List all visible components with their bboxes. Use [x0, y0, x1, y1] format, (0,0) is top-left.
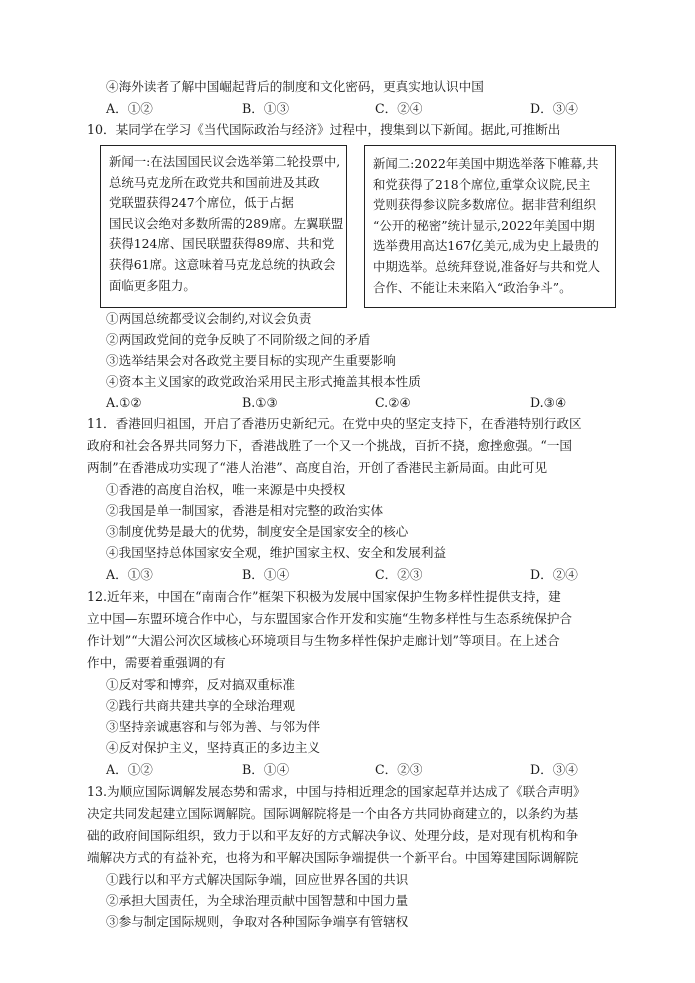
- q13-item-2: ②承担大国责任，为全球治理贡献中国智慧和中国力量: [106, 893, 409, 908]
- q13-item-3: ③参与制定国际规则，争取对各种国际争端享有管辖权: [106, 914, 409, 929]
- q11-item-1: ①香港的高度自治权，唯一来源是中央授权: [106, 482, 346, 497]
- q10-item-2: ②两国政党间的竞争反映了不同阶级之间的矛盾: [106, 332, 371, 347]
- q12-item-1: ①反对零和博弈，反对搞双重标准: [106, 677, 295, 692]
- news1-line: 面临更多阻力。: [109, 277, 196, 293]
- q12-stem-line: 作中，需要着重强调的有: [87, 655, 226, 670]
- q12-stem-line: 作计划”“大湄公河次区域核心环境项目与生物多样性保护走廊计划”等项目。在上述合: [87, 633, 560, 648]
- q12-option-d[interactable]: D．③④: [530, 762, 578, 777]
- q10-option-a[interactable]: A.①②: [106, 395, 142, 410]
- q9-option-b[interactable]: B．①③: [242, 101, 290, 116]
- q10-item-4: ④资本主义国家的政党政治采用民主形式掩盖其根本性质: [106, 374, 421, 389]
- news1-line: 获得124席、国民联盟获得89席、共和党: [109, 236, 335, 252]
- news1-line: 国民议会绝对多数所需的289席。左翼联盟: [109, 215, 344, 231]
- q12-stem-line: 12.近年来，中国在“南南合作”框架下积极为发展中国家保护生物多样性提供支持，建: [87, 589, 561, 604]
- news2-line: 和党获得了218个席位,重掌众议院,民主: [373, 176, 591, 192]
- q13-stem-line: 决定共同发起建立国际调解院。国际调解院将是一个由各方共同协商建立的，以条约为基: [87, 806, 579, 821]
- q11-stem-line: 11．香港回归祖国，开启了香港历史新纪元。在党中央的坚定支持下，在香港特别行政区: [87, 416, 582, 431]
- q13-stem-line: 端解决方式的有益补充，也将为和平解决国际争端提供一个新平台。中国筹建国际调解院: [87, 850, 579, 865]
- q11-option-a[interactable]: A．①③: [106, 567, 153, 582]
- news2-line: 新闻二:2022年美国中期选举落下帷幕,共: [373, 156, 599, 171]
- news1-line: 获得61席。这意味着马克龙总统的执政会: [109, 256, 336, 272]
- q12-item-3: ③坚持亲诚惠容和与邻为善、与邻为伴: [106, 719, 321, 734]
- news1-line: 新闻一:在法国国民议会选举第二轮投票中,: [109, 154, 341, 169]
- q9-option-a[interactable]: A．①②: [106, 101, 153, 116]
- q11-stem-line: 政府和社会各界共同努力下，香港战胜了一个又一个挑战，百折不挠，愈挫愈强。“一国: [87, 438, 573, 453]
- news2-line: “公开的秘密”统计显示,2022年美国中期: [373, 217, 595, 233]
- q10-option-b[interactable]: B.①③: [242, 395, 278, 410]
- q12-option-c[interactable]: C．②③: [375, 762, 423, 777]
- news1-line: 总统马克龙所在政党共和国前进及其政: [109, 174, 320, 190]
- q12-stem-line: 立中国—东盟环境合作中心，与东盟国家合作开发和实施“生物多样性与生态系统保护合: [87, 611, 573, 626]
- news-box-2: [364, 145, 616, 308]
- news2-line: 合作、不能让未来陷入“政治争斗”。: [373, 279, 572, 295]
- q11-option-c[interactable]: C．②③: [375, 567, 423, 582]
- q9-item-4: ④海外读者了解中国崛起背后的制度和文化密码，更真实地认识中国: [106, 79, 484, 94]
- q11-item-2: ②我国是单一制国家，香港是相对完整的政治实体: [106, 503, 384, 518]
- news-box-1: [100, 145, 347, 308]
- q11-stem-line: 两制”在香港成功实现了“港人治港”、高度自治，开创了香港民主新局面。由此可见: [87, 460, 548, 475]
- q11-option-b[interactable]: B．①④: [242, 567, 290, 582]
- q10-option-d[interactable]: D.③④: [530, 395, 567, 410]
- q10-stem: 10．某同学在学习《当代国际政治与经济》过程中，搜集到以下新闻。据此,可推断出: [87, 122, 561, 137]
- q9-option-c[interactable]: C．②④: [375, 101, 423, 116]
- q13-stem-line: 13.为顺应国际调解发展态势和需求，中国与持相近理念的国家起草并达成了《联合声明》: [87, 784, 586, 799]
- news2-line: 选举费用高达167亿美元,成为史上最贵的: [373, 238, 599, 254]
- news2-line: 中期选举。总统拜登说,准备好与共和党人: [373, 258, 600, 274]
- q10-item-3: ③选举结果会对各政党主要目标的实现产生重要影响: [106, 353, 396, 368]
- q12-item-2: ②践行共商共建共享的全球治理观: [106, 698, 295, 713]
- q10-item-1: ①两国总统都受议会制约,对议会负责: [106, 311, 312, 326]
- q10-option-c[interactable]: C.②④: [375, 395, 411, 410]
- news2-line: 党则获得参议院多数席位。据非营利组织: [373, 197, 597, 213]
- news1-line: 党联盟获得247个席位，低于占据: [109, 195, 294, 211]
- q11-item-3: ③制度优势是最大的优势，制度安全是国家安全的核心: [106, 524, 409, 539]
- q11-option-d[interactable]: D．②④: [530, 567, 578, 582]
- q13-stem-line: 础的政府间国际组织，致力于以和平友好的方式解决争议、处理分歧，是对现有机构和争: [87, 828, 579, 843]
- q12-option-a[interactable]: A．①②: [106, 762, 153, 777]
- q12-option-b[interactable]: B．①④: [242, 762, 290, 777]
- q11-item-4: ④我国坚持总体国家安全观，维护国家主权、安全和发展利益: [106, 545, 447, 560]
- q12-item-4: ④反对保护主义，坚持真正的多边主义: [106, 740, 321, 755]
- q9-option-d[interactable]: D．③④: [530, 101, 578, 116]
- q13-item-1: ①践行以和平方式解决国际争端，回应世界各国的共识: [106, 872, 409, 887]
